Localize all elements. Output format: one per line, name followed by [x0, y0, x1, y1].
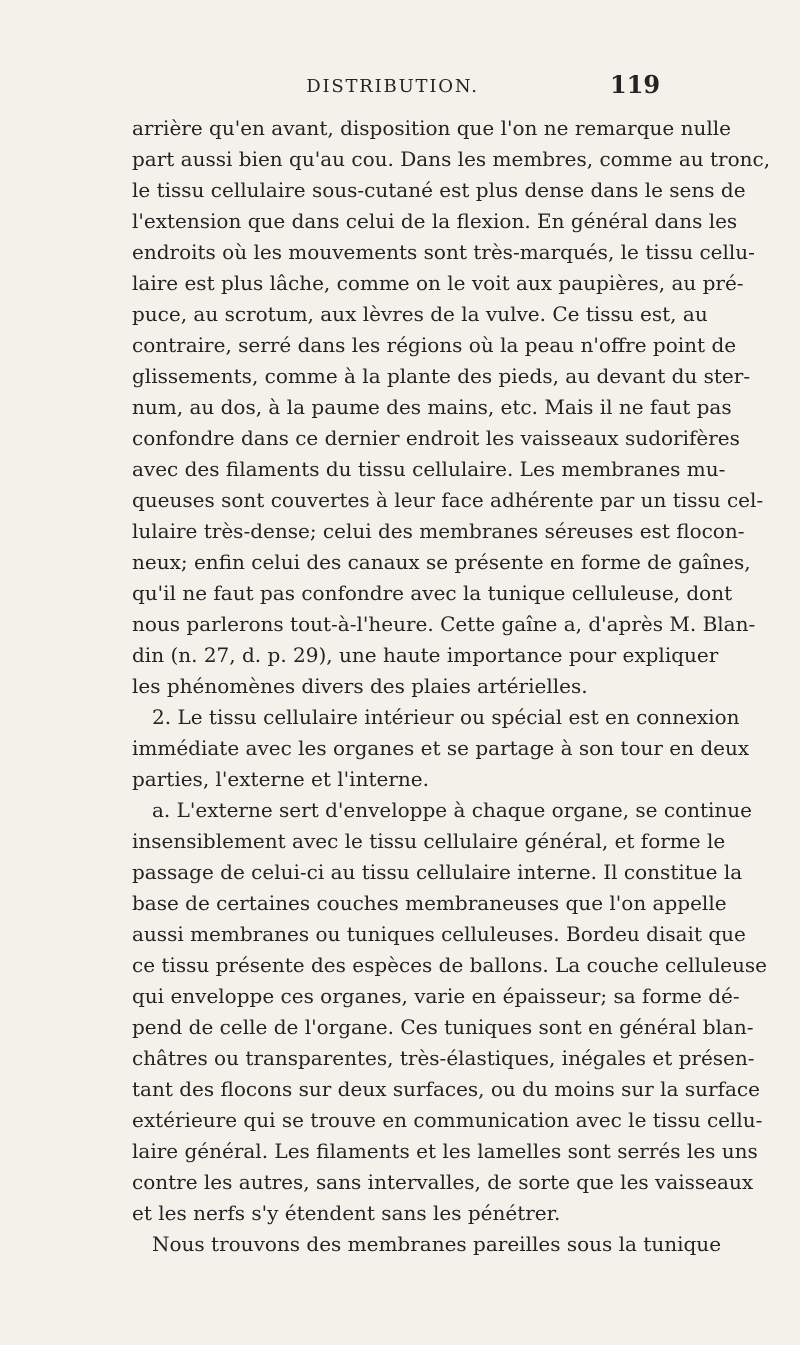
text-line: neux; enfin celui des canaux se présente en forme de gaînes,	[132, 550, 751, 574]
text-line: immédiate avec les organes et se partage à son tour en deux	[132, 736, 750, 760]
text-line: confondre dans ce dernier endroit les vaisseaux sudorifères	[132, 426, 740, 450]
text-line: contraire, serré dans les régions où la peau n'offre point de	[132, 333, 737, 357]
text-line: glissements, comme à la plante des pieds, au devant du ster-	[132, 364, 751, 388]
page-number: 119	[610, 70, 661, 99]
text-line: l'extension que dans celui de la flexion. En général dans les	[132, 209, 738, 233]
text-line: qui enveloppe ces organes, varie en épaisseur; sa forme dé-	[132, 984, 740, 1008]
text-line: extérieure qui se trouve en communication avec le tissu cellu-	[132, 1108, 763, 1132]
text-line: qu'il ne faut pas confondre avec la tunique celluleuse, dont	[132, 581, 733, 605]
text-line: a. L'externe sert d'enveloppe à chaque organe, se continue	[152, 798, 753, 822]
text-line: contre les autres, sans intervalles, de sorte que les vaisseaux	[132, 1170, 754, 1194]
text-line: din (n. 27, d. p. 29), une haute importance pour expliquer	[132, 643, 719, 667]
text-line: les phénomènes divers des plaies artérielles.	[132, 674, 588, 698]
text-line: Nous trouvons des membranes pareilles sous la tunique	[152, 1232, 722, 1256]
text-line: 2. Le tissu cellulaire intérieur ou spécial est en connexion	[152, 705, 740, 729]
text-line: avec des filaments du tissu cellulaire. Les membranes mu-	[132, 457, 726, 481]
text-line: nous parlerons tout-à-l'heure. Cette gaîne a, d'après M. Blan-	[132, 612, 756, 636]
text-line: num, au dos, à la paume des mains, etc. Mais il ne faut pas	[132, 395, 732, 419]
running-head: DISTRIBUTION.	[306, 76, 479, 97]
text-line: parties, l'externe et l'interne.	[132, 767, 429, 791]
text-line: châtres ou transparentes, très-élastiques, inégales et présen-	[132, 1046, 755, 1070]
text-line: arrière qu'en avant, disposition que l'on ne remarque nulle	[132, 116, 731, 140]
text-line: puce, au scrotum, aux lèvres de la vulve. Ce tissu est, au	[132, 302, 708, 326]
text-line: queuses sont couvertes à leur face adhérente par un tissu cel-	[132, 488, 764, 512]
text-line: base de certaines couches membraneuses que l'on appelle	[132, 891, 727, 915]
text-line: endroits où les mouvements sont très-marqués, le tissu cellu-	[132, 240, 755, 264]
text-line: part aussi bien qu'au cou. Dans les membres, comme au tronc,	[132, 147, 771, 171]
text-line: pend de celle de l'organe. Ces tuniques sont en général blan-	[132, 1015, 754, 1039]
text-line: ce tissu présente des espèces de ballons. La couche celluleuse	[132, 953, 767, 977]
text-line: aussi membranes ou tuniques celluleuses. Bordeu disait que	[132, 922, 746, 946]
text-line: laire général. Les filaments et les lamelles sont serrés les uns	[132, 1139, 758, 1163]
text-line: lulaire très-dense; celui des membranes séreuses est flocon-	[132, 519, 745, 543]
text-line: passage de celui-ci au tissu cellulaire interne. Il constitue la	[132, 860, 743, 884]
text-line: le tissu cellulaire sous-cutané est plus dense dans le sens de	[132, 178, 746, 202]
text-line: insensiblement avec le tissu cellulaire général, et forme le	[132, 829, 726, 853]
text-line: et les nerfs s'y étendent sans les pénétrer.	[132, 1201, 561, 1225]
text-line: laire est plus lâche, comme on le voit aux paupières, au pré-	[132, 271, 744, 295]
text-line: tant des flocons sur deux surfaces, ou du moins sur la surface	[132, 1077, 760, 1101]
